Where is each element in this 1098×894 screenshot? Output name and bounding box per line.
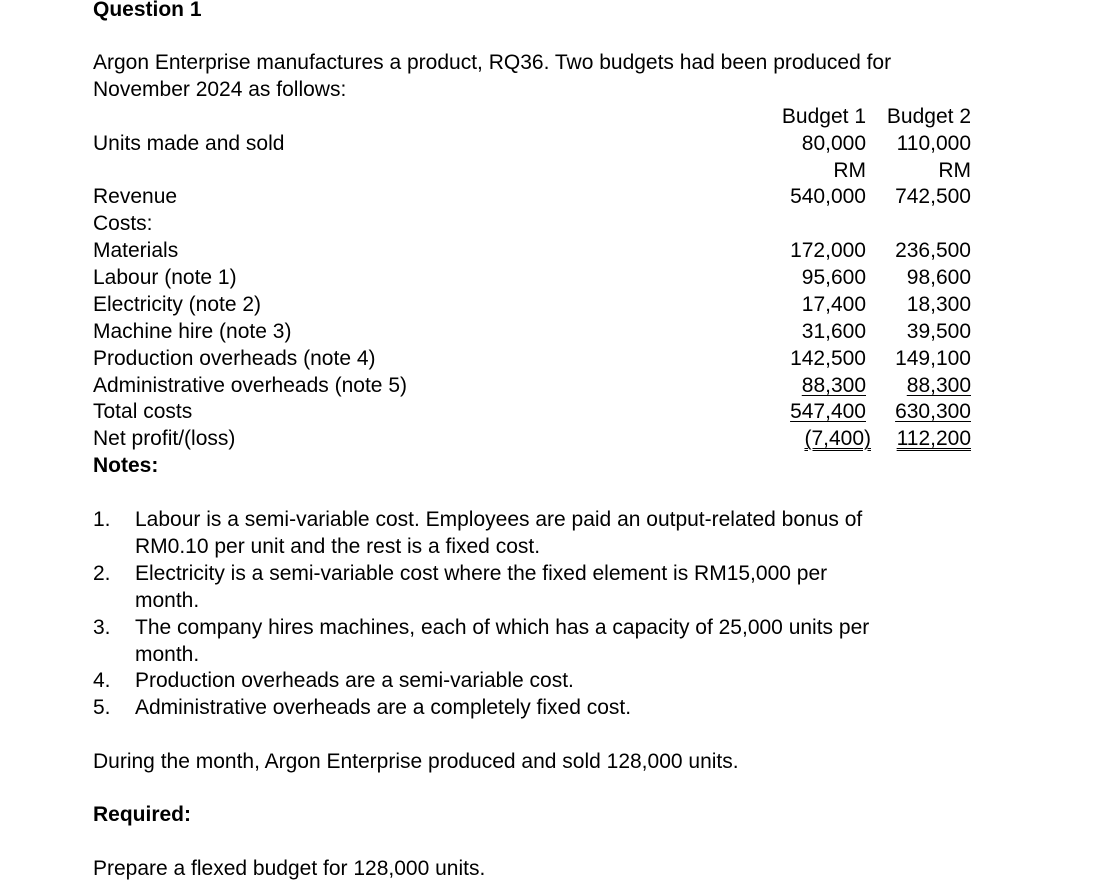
costs-label: Costs: [93,212,153,235]
materials-b2: 236,500 [895,239,971,262]
note-1-line-1: Labour is a semi-variable cost. Employees are paid an output-related bonus of [135,508,863,531]
question-title: Question 1 [93,0,202,21]
materials-b1: 172,000 [790,239,866,262]
during-month-text: During the month, Argon Enterprise produced and sold 128,000 units. [93,750,739,773]
total-costs-b2: 630,300 [895,400,971,423]
net-profit-label: Net profit/(loss) [93,427,236,450]
currency-b1: RM [833,159,866,182]
net-profit-b1: (7,400) [804,427,871,450]
currency-b2: RM [938,159,971,182]
note-5-number: 5. [93,696,111,719]
note-2-number: 2. [93,562,111,585]
note-2-line-2: month. [135,589,200,612]
units-b2: 110,000 [896,132,971,155]
revenue-b1: 540,000 [790,185,866,208]
electricity-b1: 17,400 [801,293,866,316]
machine-hire-b2: 39,500 [906,320,971,343]
revenue-label: Revenue [93,185,178,208]
admin-overheads-label: Administrative overheads (note 5) [93,374,407,397]
note-3-number: 3. [93,616,111,639]
note-5-line-1: Administrative overheads are a completely fixed cost. [135,696,632,719]
required-heading: Required: [93,803,192,826]
materials-label: Materials [93,239,179,262]
note-3-line-2: month. [135,643,200,666]
total-costs-b1: 547,400 [790,400,866,423]
note-3-line-1: The company hires machines, each of which has a capacity of 25,000 units per [135,616,870,639]
production-overheads-b1: 142,500 [790,347,866,370]
intro-line-1: Argon Enterprise manufactures a product, RQ36. Two budgets had been produced for [93,51,892,74]
notes-heading: Notes: [93,454,159,477]
intro-line-2: November 2024 as follows: [93,78,347,101]
labour-label: Labour (note 1) [93,266,237,289]
admin-overheads-b1: 88,300 [801,374,866,397]
revenue-b2: 742,500 [895,185,971,208]
note-2-line-1: Electricity is a semi-variable cost where the fixed element is RM15,000 per [135,562,828,585]
admin-overheads-b2: 88,300 [906,374,971,397]
electricity-label: Electricity (note 2) [93,293,262,316]
labour-b1: 95,600 [801,266,866,289]
note-1-line-2: RM0.10 per unit and the rest is a fixed cost. [135,535,541,558]
note-1-number: 1. [93,508,111,531]
units-b1: 80,000 [801,132,866,155]
production-overheads-label: Production overheads (note 4) [93,347,376,370]
budget-2-header: Budget 2 [886,105,971,128]
note-4-number: 4. [93,669,111,692]
note-4-line-1: Production overheads are a semi-variable cost. [135,669,574,692]
electricity-b2: 18,300 [906,293,971,316]
machine-hire-label: Machine hire (note 3) [93,320,292,343]
net-profit-b2: 112,200 [896,427,971,450]
task-text: Prepare a flexed budget for 128,000 units. [93,857,486,880]
labour-b2: 98,600 [906,266,971,289]
budget-1-header: Budget 1 [781,105,866,128]
production-overheads-b2: 149,100 [895,347,971,370]
units-label: Units made and sold [93,132,285,155]
total-costs-label: Total costs [93,400,193,423]
machine-hire-b1: 31,600 [801,320,866,343]
